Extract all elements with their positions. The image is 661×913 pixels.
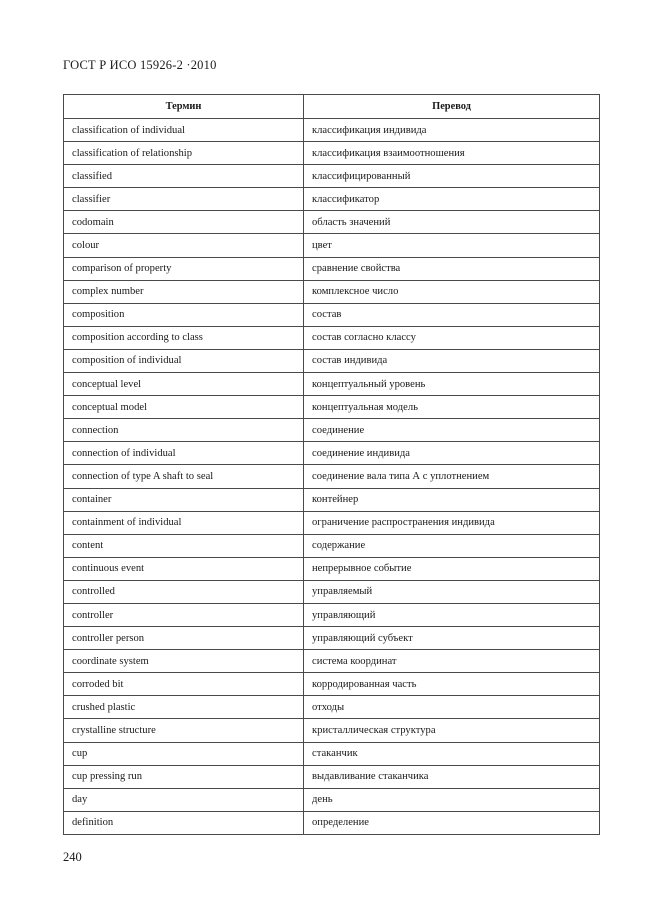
term-cell: content [64, 534, 304, 557]
table-row [64, 534, 600, 557]
term-cell: classification of individual [64, 119, 304, 142]
translation-cell: сравнение свойства [304, 257, 600, 280]
table-row [64, 627, 600, 650]
table-row [64, 211, 600, 234]
table-row [64, 257, 600, 280]
term-cell: definition [64, 811, 304, 834]
translation-cell: классифицированный [304, 165, 600, 188]
translation-cell: область значений [304, 211, 600, 234]
term-cell: cup [64, 742, 304, 765]
table-row [64, 765, 600, 788]
term-cell: connection [64, 419, 304, 442]
term-cell: composition [64, 303, 304, 326]
terms-table [63, 94, 600, 835]
table-row [64, 742, 600, 765]
table-row [64, 580, 600, 603]
translation-cell: непрерывное событие [304, 557, 600, 580]
document-header: ГОСТ Р ИСО 15926-2 ·2010 [63, 58, 217, 72]
page-number: 240 [63, 850, 82, 864]
table-row [64, 557, 600, 580]
translation-cell: содержание [304, 534, 600, 557]
translation-cell: соединение индивида [304, 442, 600, 465]
term-cell: composition of individual [64, 349, 304, 372]
table-row [64, 234, 600, 257]
term-cell: complex number [64, 280, 304, 303]
translation-cell: концептуальная модель [304, 396, 600, 419]
translation-cell: соединение [304, 419, 600, 442]
term-cell: containment of individual [64, 511, 304, 534]
term-cell: cup pressing run [64, 765, 304, 788]
translation-cell: концептуальный уровень [304, 373, 600, 396]
term-cell: controlled [64, 580, 304, 603]
translation-cell: соединение вала типа А с уплотнением [304, 465, 600, 488]
term-cell: coordinate system [64, 650, 304, 673]
table-row [64, 811, 600, 834]
table-row [64, 696, 600, 719]
terms-table-body [64, 119, 600, 835]
translation-cell: состав индивида [304, 349, 600, 372]
translation-cell: система координат [304, 650, 600, 673]
table-row [64, 488, 600, 511]
term-cell: corroded bit [64, 673, 304, 696]
term-cell: continuous event [64, 557, 304, 580]
term-cell: conceptual level [64, 373, 304, 396]
translation-cell: контейнер [304, 488, 600, 511]
translation-cell: цвет [304, 234, 600, 257]
term-cell: day [64, 788, 304, 811]
term-cell: container [64, 488, 304, 511]
table-row [64, 188, 600, 211]
term-cell: connection of individual [64, 442, 304, 465]
table-row [64, 603, 600, 626]
table-row [64, 165, 600, 188]
table-row [64, 142, 600, 165]
term-cell: classifier [64, 188, 304, 211]
column-header-translation: Перевод [304, 95, 600, 119]
table-row [64, 442, 600, 465]
table-row [64, 419, 600, 442]
table-row [64, 373, 600, 396]
table-row [64, 119, 600, 142]
translation-cell: классификатор [304, 188, 600, 211]
term-cell: codomain [64, 211, 304, 234]
translation-cell: день [304, 788, 600, 811]
table-row [64, 719, 600, 742]
translation-cell: выдавливание стаканчика [304, 765, 600, 788]
term-cell: composition according to class [64, 326, 304, 349]
translation-cell: классификация индивида [304, 119, 600, 142]
term-cell: controller [64, 603, 304, 626]
translation-cell: состав согласно классу [304, 326, 600, 349]
table-row [64, 511, 600, 534]
table-row [64, 396, 600, 419]
table-row [64, 280, 600, 303]
term-cell: colour [64, 234, 304, 257]
translation-cell: управляющий [304, 603, 600, 626]
term-cell: controller person [64, 627, 304, 650]
translation-cell: отходы [304, 696, 600, 719]
table-row [64, 326, 600, 349]
term-cell: conceptual model [64, 396, 304, 419]
column-header-term: Термин [64, 95, 304, 119]
table-row [64, 349, 600, 372]
table-row [64, 788, 600, 811]
translation-cell: корродированная часть [304, 673, 600, 696]
translation-cell: состав [304, 303, 600, 326]
table-row [64, 465, 600, 488]
table-row [64, 650, 600, 673]
translation-cell: управляющий субъект [304, 627, 600, 650]
term-cell: classified [64, 165, 304, 188]
translation-cell: управляемый [304, 580, 600, 603]
term-cell: comparison of property [64, 257, 304, 280]
translation-cell: стаканчик [304, 742, 600, 765]
translation-cell: классификация взаимоотношения [304, 142, 600, 165]
table-header-row [64, 95, 600, 119]
translation-cell: комплексное число [304, 280, 600, 303]
table-row [64, 303, 600, 326]
translation-cell: определение [304, 811, 600, 834]
term-cell: crushed plastic [64, 696, 304, 719]
term-cell: connection of type A shaft to seal [64, 465, 304, 488]
translation-cell: ограничение распространения индивида [304, 511, 600, 534]
translation-cell: кристаллическая структура [304, 719, 600, 742]
term-cell: classification of relationship [64, 142, 304, 165]
table-row [64, 673, 600, 696]
term-cell: crystalline structure [64, 719, 304, 742]
